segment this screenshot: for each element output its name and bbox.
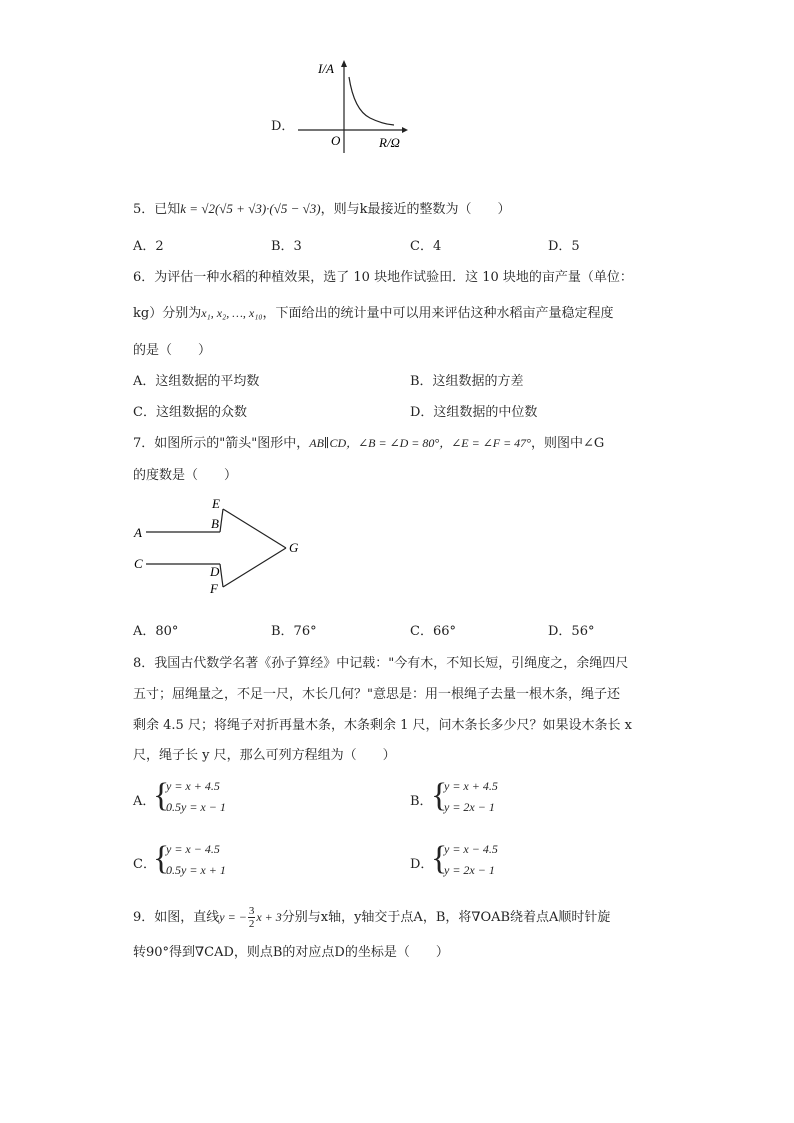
segment-gf [223, 548, 286, 587]
q8-option-c[interactable] [133, 839, 333, 885]
q5-expression: k = √2(√5 + √3)·(√5 − √3) [180, 201, 321, 216]
q8-line3: 剩余 4.5 尺；将绳子对折再量木条，木条剩余 1 尺，问木条长多少尺？如果设木条长 x [133, 718, 632, 733]
q9-line1-b: 分别与x轴，y轴交于点A，B，将∇OAB绕着点A顺时针旋 [281, 910, 611, 925]
q8-option-b-label: B． [410, 794, 433, 809]
q6-variables: x₁, x₂, …, x₁₀ [201, 306, 263, 320]
q7-arrow-figure [128, 492, 308, 602]
q9-line1 [133, 905, 610, 930]
q8-option-d-eq1: y = x − 4.5 [444, 842, 498, 856]
q7-conditions: AB∥CD，∠B = ∠D = 80°，∠E = ∠F = 47° [309, 436, 531, 450]
q6-option-d[interactable]: D．这组数据的中位数 [410, 405, 538, 420]
q7-option-d[interactable]: D．56° [548, 624, 595, 639]
q8-option-b-eq1: y = x + 4.5 [444, 779, 498, 793]
q9-frac-den: 2 [248, 918, 255, 930]
q6-option-c[interactable]: C．这组数据的众数 [133, 405, 247, 420]
q5-option-a[interactable]: A．2 [133, 239, 164, 254]
q5-option-c[interactable]: C．4 [410, 239, 442, 254]
q7-option-b[interactable]: B．76° [271, 624, 317, 639]
q6-option-a[interactable]: A．这组数据的平均数 [133, 374, 260, 389]
label-c: C [134, 556, 143, 571]
label-f: F [210, 581, 218, 596]
q5-prefix: 5．已知 [133, 202, 181, 217]
q6-option-b[interactable]: B．这组数据的方差 [410, 374, 524, 389]
q7-line1-b: ，则图中∠G [530, 436, 605, 451]
q8-line1: 8．我国古代数学名著《孙子算经》中记载："今有木，不知长短，引绳度之，余绳四尺 [133, 656, 629, 671]
y-axis-arrow [341, 60, 347, 67]
q5-suffix: ，则与k最接近的整数为（ ） [320, 202, 511, 217]
q5-option-d[interactable]: D．5 [548, 239, 580, 254]
q6-line2-b: ，下面给出的统计量中可以用来评估这种水稻亩产量稳定程度 [262, 306, 614, 321]
y-axis-label: I/A [318, 61, 334, 76]
label-b: B [211, 516, 219, 531]
x-axis-arrow [402, 127, 408, 133]
q9-line1-a: 9．如图，直线 [133, 910, 220, 925]
q8-option-d[interactable] [410, 839, 610, 885]
segment-fd [220, 564, 223, 587]
q8-option-d-label: D． [410, 857, 434, 872]
brace-icon: { [431, 777, 448, 814]
q5-option-b[interactable]: B．3 [271, 239, 302, 254]
segment-be [220, 509, 223, 532]
label-g: G [289, 540, 299, 555]
q8-option-b-eq2: y = 2x − 1 [444, 800, 495, 814]
q8-option-c-eq1: y = x − 4.5 [166, 842, 220, 856]
q5-stem [133, 198, 511, 217]
q8-option-c-eq2: 0.5y = x + 1 [166, 863, 226, 877]
segment-eg [223, 509, 286, 548]
q7-line1-a: 7．如图所示的"箭头"图形中， [133, 436, 310, 451]
q7-option-a[interactable]: A．80° [133, 624, 179, 639]
q8-option-a-label: A． [133, 794, 156, 809]
q7-line2: 的度数是（ ） [133, 468, 238, 483]
q8-option-a-eq2: 0.5y = x − 1 [166, 800, 226, 814]
brace-icon: { [153, 777, 170, 814]
x-axis-label: R/Ω [379, 135, 400, 150]
q8-option-b[interactable] [410, 776, 610, 822]
inverse-curve [349, 77, 394, 125]
q8-option-c-label: C． [133, 857, 156, 872]
q4-option-d-label: D． [271, 119, 295, 134]
q7-line1 [133, 432, 604, 451]
q9-fraction [248, 905, 256, 930]
q8-option-a[interactable] [133, 776, 333, 822]
label-d: D [210, 564, 220, 579]
label-a: A [134, 525, 142, 540]
q8-option-d-eq2: y = 2x − 1 [444, 863, 495, 877]
q6-line2-a: kg）分别为 [133, 306, 202, 321]
origin-label: O [331, 133, 341, 148]
q9-line2: 转90°得到∇CAD，则点B的对应点D的坐标是（ ） [133, 945, 449, 960]
q6-line3: 的是（ ） [133, 343, 212, 358]
q9-frac-num: 3 [248, 905, 255, 917]
q7-option-c[interactable]: C．66° [410, 624, 456, 639]
q4-inverse-graph [290, 55, 420, 155]
q8-option-a-eq1: y = x + 4.5 [166, 779, 220, 793]
q8-line2: 五寸；屈绳量之，不足一尺，木长几何？"意思是：用一根绳子去量一根木条，绳子还 [133, 687, 620, 702]
label-e: E [212, 496, 220, 511]
q9-equation-left: y = − [219, 910, 247, 924]
brace-icon: { [431, 840, 448, 877]
brace-icon: { [153, 840, 170, 877]
q6-line2 [133, 302, 614, 321]
q8-line4: 尺，绳子长 y 尺，那么可列方程组为（ ） [133, 748, 396, 763]
q6-line1: 6．为评估一种水稻的种植效果，选了 10 块地作试验田．这 10 块地的亩产量（单位： [133, 270, 633, 285]
q9-equation-right: x + 3 [256, 910, 282, 924]
